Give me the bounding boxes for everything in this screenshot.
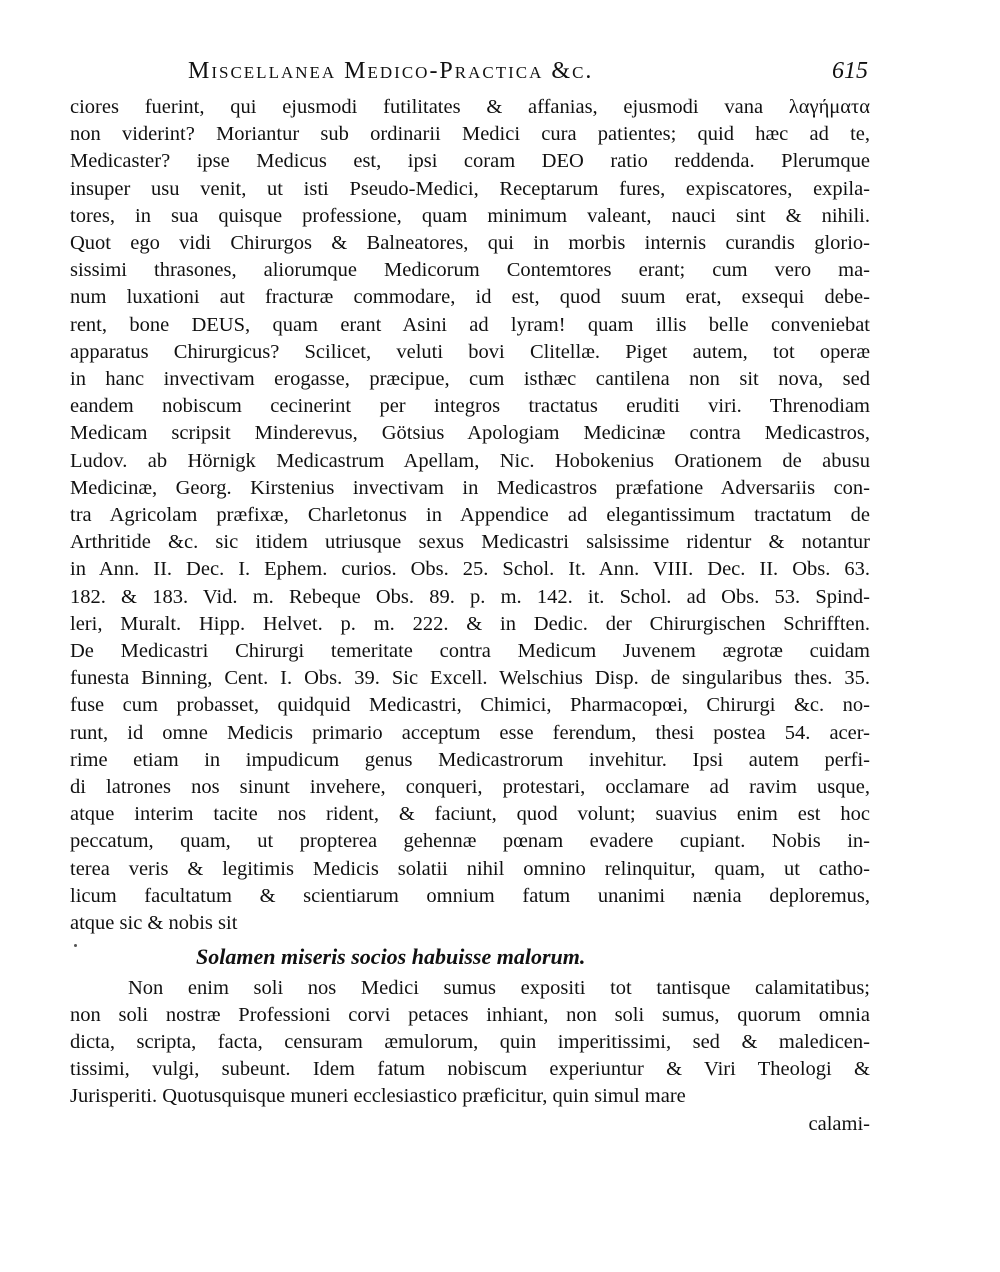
text-line: in hanc invectivam erogasse, præcipue, cum isthæc cantilena non sit nova, sed — [70, 368, 870, 391]
text-line: licum facultatum & scientiarum omnium fatum unanimi nænia deploremus, — [70, 884, 870, 907]
text-line: terea veris & legitimis Medicis solatii nihil omnino relinquitur, quam, ut catho- — [70, 857, 870, 880]
catchword: calami- — [808, 1112, 870, 1135]
text-line: Arthritide &c. sic itidem utriusque sexus Medicastri salsissime ridentur & notantur — [70, 531, 870, 554]
text-line: tores, in sua quisque professione, quam minimum valeant, nauci sint & nihili. — [70, 204, 870, 227]
text-line: Non enim soli nos Medici sumus expositi tot tantisque calamitatibus; — [128, 976, 870, 999]
text-line: insuper usu venit, ut isti Pseudo-Medici, Receptarum fures, expiscatores, expila- — [70, 177, 870, 200]
text-line: De Medicastri Chirurgi temeritate contra Medicum Juvenem ægrotæ cuidam — [70, 640, 870, 663]
text-line: non viderint? Moriantur sub ordinarii Medici cura patientes; quid hæc ad te, — [70, 123, 870, 146]
running-head: Miscellanea Medico-Practica &c. — [188, 58, 594, 84]
text-line: di latrones nos sinunt invehere, conqueri, protestari, occlamare ad ravim usque, — [70, 776, 870, 799]
text-line: 182. & 183. Vid. m. Rebeque Obs. 89. p. m. 142. it. Schol. ad Obs. 53. Spind- — [70, 585, 870, 608]
text-line: tissimi, vulgi, subeunt. Idem fatum nobiscum experiuntur & Viri Theologi & — [70, 1058, 870, 1081]
text-line: rent, bone DEUS, quam erant Asini ad lyram! quam illis belle conveniebat — [70, 313, 870, 336]
text-line: Jurisperiti. Quotusquisque muneri ecclesiastico præficitur, quin simul mare — [70, 1085, 686, 1108]
text-line: leri, Muralt. Hipp. Helvet. p. m. 222. & in Dedic. der Chirurgischen Schrifften. — [70, 612, 870, 635]
text-line: runt, id omne Medicis primario acceptum esse ferendum, thesi postea 54. acer- — [70, 721, 870, 744]
text-line: fuse cum probasset, quidquid Medicastri, Chimici, Pharmacopœi, Chirurgi &c. no- — [70, 694, 870, 717]
text-line: num luxationi aut fracturæ commodare, id est, quod suum erat, exsequi debe- — [70, 286, 870, 309]
text-line: sissimi thrasones, aliorumque Medicorum Contemtores erant; cum vero ma- — [70, 259, 870, 282]
body-text — [70, 94, 870, 1138]
second-paragraph — [70, 975, 870, 1111]
text-line: Medicaster? ipse Medicus est, ipsi coram DEO ratio reddenda. Plerumque — [70, 150, 870, 173]
text-line: atque sic & nobis sit — [70, 912, 238, 935]
text-line: eandem nobiscum cecinerint per integros tractatus eruditi viri. Threnodiam — [70, 395, 870, 418]
text-line: dicta, scripta, facta, censuram æmulorum, quin imperitissimi, sed & maledicen- — [70, 1030, 870, 1053]
text-line: non soli nostræ Professioni corvi petaces inhiant, non soli sumus, quorum omnia — [70, 1003, 870, 1026]
page-header — [188, 58, 868, 94]
text-line: tra Agricolam præfixæ, Charletonus in Appendice ad elegantissimum tractatum de — [70, 504, 870, 527]
text-line: in Ann. II. Dec. I. Ephem. curios. Obs. 25. Schol. It. Ann. VIII. Dec. II. Obs. 63. — [70, 558, 870, 581]
verse-quotation: Solamen miseris socios habuisse malorum. — [196, 944, 586, 970]
text-line: Ludov. ab Hörnigk Medicastrum Apellam, Nic. Hobokenius Orationem de abusu — [70, 449, 870, 472]
text-line: rime etiam in impudicum genus Medicastrorum invehitur. Ipsi autem perfi- — [70, 748, 870, 771]
text-line: apparatus Chirurgicus? Scilicet, veluti bovi Clitellæ. Piget autem, tot operæ — [70, 340, 870, 363]
text-line: ciores fuerint, qui ejusmodi futilitates & affanias, ejusmodi vana λαγήματα — [70, 96, 870, 118]
text-line: peccatum, quam, ut propterea gehennæ pœnam evadere cupiant. Nobis in- — [70, 830, 870, 853]
text-line: atque interim tacite nos rident, & faciunt, quod volunt; suavius enim est hoc — [70, 803, 870, 826]
text-line: funesta Binning, Cent. I. Obs. 39. Sic Excell. Welschius Disp. de singularibus thes. 35. — [70, 667, 870, 690]
text-line: Quot ego vidi Chirurgos & Balneatores, qui in morbis internis curandis glorio- — [70, 232, 870, 255]
page-number: 615 — [832, 58, 868, 84]
text-line: Medicinæ, Georg. Kirstenius invectivam in Medicastros præfatione Adversariis con- — [70, 476, 870, 499]
text-line: Medicam scripsit Minderevus, Götsius Apologiam Medicinæ contra Medicastros, — [70, 422, 870, 445]
main-paragraph — [70, 94, 870, 937]
